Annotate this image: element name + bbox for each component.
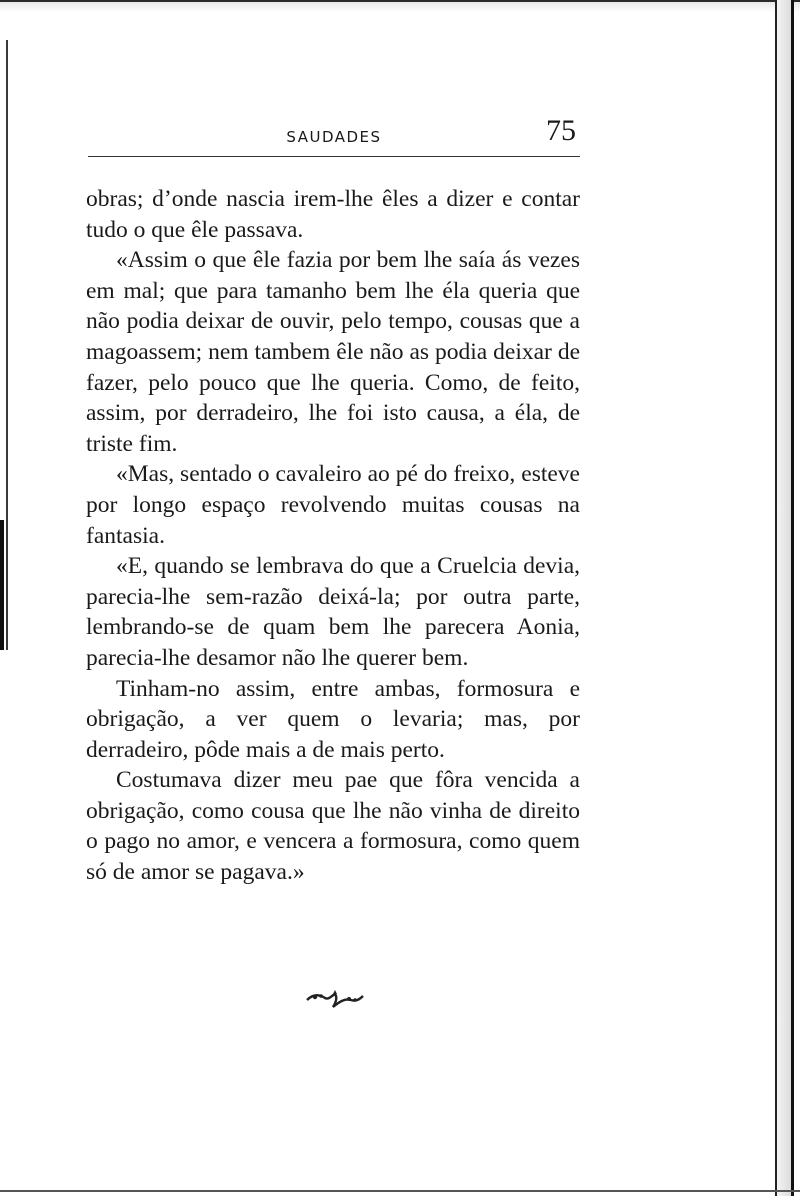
running-head: [88, 110, 580, 157]
floral-tailpiece-icon: [305, 988, 365, 1010]
paragraph: «Mas, sentado o cavaleiro ao pé do freixo, esteve por longo espaço revolvendo muitas cousas na fantasia.: [86, 461, 580, 549]
body-text: [86, 184, 580, 888]
paragraph: «E, quando se lembrava do que a Cruelcia devia, parecia-lhe sem-razão deixá-la; por outra parte, lembrando-se de quam bem lhe parecera Aonia, parecia-lhe desamor não lhe querer bem.: [86, 553, 580, 671]
scan-left-binding: [0, 520, 4, 650]
paragraph: Costumava dizer meu pae que fôra vencida a obrigação, como cousa que lhe não vinha de direito o pago no amor, e vencera a formosura, como quem só de amor se pagava.»: [86, 767, 580, 886]
paragraph: «Assim o que êle fazia por bem lhe saía ás vezes em mal; que para tamanho bem lhe éla queria que não podia deixar de ouvir, pelo tempo, cousas que a magoassem; nem tambem êle não as podia deixar de fazer, pelo pouco que lhe queria. Como, de feito, assim, por derradeiro, lhe foi isto causa, a éla, de triste fim.: [86, 247, 580, 457]
scan-right-edge: [775, 0, 794, 1196]
scan-left-edge: [6, 40, 8, 650]
paragraph: Tinham-no assim, entre ambas, formosura e obrigação, a ver quem o levaria; mas, por derradeiro, pôde mais a de mais perto.: [86, 675, 580, 763]
scan-bottom-edge: [0, 1190, 800, 1192]
paragraph: obras; d’onde nascia irem-lhe êles a dizer e contar tudo o que êle passava.: [86, 186, 580, 243]
running-title: SAUDADES: [286, 128, 382, 146]
scan-top-edge: [0, 0, 800, 12]
page-number: 75: [546, 114, 576, 147]
